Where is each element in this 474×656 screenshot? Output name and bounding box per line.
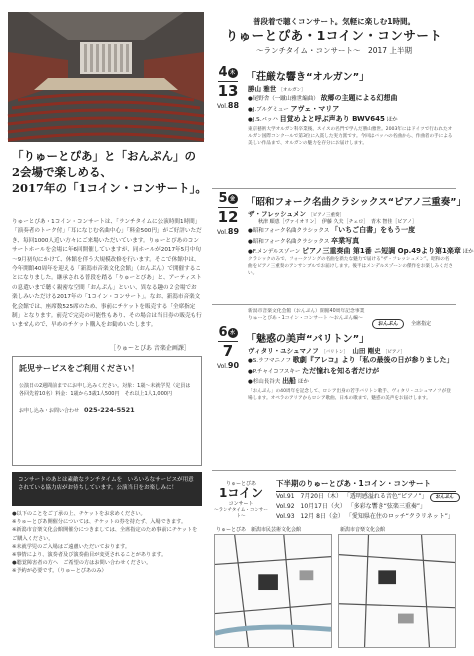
concert-3-org-note: 新潟市音楽文化会館（おんぷん）開館40周年記念事業 りゅーとぴあ・1コイン・コンサート ～おんぷん編～: [248, 309, 365, 321]
weekday: 金: [228, 194, 238, 204]
performer-role: ［オルガン］: [278, 88, 306, 93]
map-left-title: りゅーとぴあ 新潟市民芸術文化会館: [216, 527, 302, 533]
work: 目覚めよと呼ぶ声あり BWV645: [279, 115, 385, 123]
lead-line-2: 2会場で楽しめる、: [12, 165, 113, 179]
vol-label: Vol.: [216, 363, 228, 370]
performer-name: ザ・フレッシュメン: [248, 210, 307, 218]
month: 5: [218, 191, 228, 206]
work: 卒業写真: [331, 236, 360, 245]
composer: ●杉山長谷夫: [248, 379, 281, 385]
work: アヴェ・マリア: [290, 104, 340, 113]
brand-sub: ～ランチタイム・コンサート～: [214, 508, 268, 519]
note-item: ※事情により、演奏者及び演奏曲目が変更されることがあります。: [12, 552, 167, 559]
concert-3-desc: 「おんぷん」の40周年を記念して、ロシア出身の若手バリトン歌手、ヴィタリ・ユシュマノフが登場します。オペラのアリアからロシア歌曲、日本の歌まで、魅惑の美声をお届けします。: [248, 389, 451, 402]
divider: [212, 304, 456, 305]
concert-hall-photo: [8, 12, 204, 142]
divider: [212, 470, 456, 471]
venue-badge-row: [372, 310, 431, 329]
work: ただ憧れを知る者だけが: [302, 366, 380, 375]
concert-3-title: 「魅惑の美声“バリトン”」: [246, 334, 370, 345]
tagline: 普段着で聴くコンサート。気軽に楽しむ1時間。: [252, 17, 416, 26]
onpun-badge: おんぷん: [372, 319, 404, 329]
etc: ほか: [297, 379, 309, 385]
concert-1-date: [214, 66, 242, 110]
title: 「透明感溢れる音色“ピアノ”」: [343, 493, 428, 500]
day: 7: [222, 342, 234, 360]
performer-role: ［ピアノ三重奏］: [308, 213, 344, 218]
concert-3-date: [214, 326, 242, 370]
date: 7月20日（木）: [300, 493, 342, 500]
map-ryutopia[interactable]: [214, 534, 332, 648]
day: 13: [217, 82, 239, 100]
concert-1-title: 「荘厳な響き“オルガン”」: [246, 72, 370, 83]
schedule-heading: 下半期のりゅーとぴあ・1コイン・コンサート: [276, 478, 456, 492]
note-item: ※未就学児のご入場はご遠慮いただいております。: [12, 543, 131, 550]
accompanist-name: 山田 剛史: [352, 347, 381, 355]
intro-body-text: りゅーとぴあ・1コイン・コンサートは、「ランチタイムに公演時間1時間」「演奏者のトーク付」「耳になじむ名曲中心」「料金500円」がご好評いただき、毎回1000人近い方々にご来場いただいています。りゅーとぴあのコンサートホールを会場に年6回開催していますが、同ホールが2017年5月中旬～9月初旬にかけて、休館を伴う大規模改修を行います。そこで休館中は、今年開館40周年を迎える「新潟市音楽文化会館」（おんぷん）で開催することになりました。継承される普段を踏る「りゅーとぴあ」と、アーティストの息遣いまで聴く親密な空間「おんぷん」といい、異なる趣の２会場でお楽しみいただける2017年の「1コイン・コンサート」。なお、新潟市音楽文化会館では、座席数525席のため、事前にチケットを販売する「全席指定制」となります。前売で完売の可能性もあり、その場合は当日券の販売も行いませんので、早めのチケット購入をお勧めいたします。: [12, 219, 202, 329]
venue-badge: おんぷん: [430, 493, 460, 502]
map-onpun[interactable]: [338, 534, 456, 648]
performer-name: ヴィタリ・ユシュマノフ: [248, 347, 319, 355]
note-item: ●以下のことをご了承の上、チケットをお求めください。: [12, 511, 146, 517]
work: 出船: [282, 377, 297, 385]
concert-3-performer: [248, 346, 405, 355]
composer: ●昭和フォーク名曲クラシックス: [248, 238, 330, 245]
vol-number: 89: [227, 227, 240, 236]
vol: Vol.91: [276, 493, 295, 500]
month: 6: [218, 325, 228, 340]
composer: ●J.S.バッハ: [248, 117, 278, 123]
work: 故郷の主題による幻想曲: [320, 94, 398, 102]
schedule-row: [276, 511, 456, 520]
page-title: りゅーとぴあ・1コイン・コンサート: [225, 28, 443, 43]
schedule-row: [276, 491, 456, 500]
day: 12: [217, 208, 239, 226]
childcare-service-box: [12, 356, 202, 466]
signature: ［りゅーとぴあ 音楽企画課］: [110, 345, 190, 352]
composer: ●F.メンデルスゾーン: [248, 249, 301, 255]
seat-note: 全席指定: [411, 321, 432, 327]
map-right-title: 新潟市音楽文化会館: [340, 527, 386, 533]
date: 10月17日（火）: [300, 503, 346, 510]
vol: Vol.92: [276, 503, 295, 510]
divider: [212, 188, 456, 189]
schedule-brand: [212, 480, 270, 519]
concert-2-performer: [248, 209, 344, 218]
concert-1-performer: [248, 84, 306, 93]
etc: ほか: [462, 249, 474, 255]
service-tel[interactable]: 025-224-5521: [84, 406, 135, 414]
vol: Vol.93: [276, 513, 295, 520]
note-item: ※新潟市音楽文化会館開催分につきましては、全席指定のため事前にチケットをご購入ください。: [12, 527, 198, 542]
work: 歌劇『アレコ』より「私の最後の日が参りました」: [292, 356, 454, 364]
etc: ほか: [386, 117, 398, 123]
work: 「いちご白書」をもう一度: [331, 226, 416, 234]
note-item: ※りゅーとぴあ開催分については、チケットの券を持たず、入場できます。: [12, 519, 187, 526]
note-item: ●聴覚障害者の方へ ご希望の方はお問い合わせください。: [12, 560, 152, 567]
date: 12月 8日（金）: [300, 513, 344, 520]
concert-1-desc: 東京藝術大学オルガン科卒業後、スイスの名門で学んだ勝山雅世。2003年にはドイツで行われたオルガン国際コンクールで第3位に入賞した実力派です。今回はバッハの名曲から、作曲者の手による美しい作品まで、オルガンの魅力を存分にお届けします。: [248, 127, 453, 147]
vol-label: Vol.: [216, 229, 228, 236]
concert-3-program: [248, 356, 454, 388]
brand-line-3: コンサート: [228, 501, 254, 507]
brand-line-2: 1コイン: [219, 486, 263, 500]
page-subtitle: ～ランチタイム・コンサート～ 2017 上半期: [256, 46, 412, 55]
composer: ●J.ブルグミュー: [248, 106, 289, 113]
concert-2-members: 秋津 順恵［ヴァイオリン］ 伊藤 久夫［チェロ］ 青木 智佳［ピアノ］: [258, 219, 418, 225]
composer: ●S.ラフマニノフ: [248, 358, 292, 364]
concert-1-program: [248, 94, 398, 126]
weekday: 水: [228, 328, 238, 338]
brand-line-1: りゅーとぴあ: [225, 481, 256, 487]
concert-2-desc: クラシックのみで、フォークソングの名曲を新たな魅力で届ける“ザ・フレッシュメン”。昭和の名曲をピアノ三重奏のアンサンブルでお届けします。後半はメンデルスゾーンの傑作をお楽しみください。: [248, 257, 453, 277]
lead-line-3: 2017年の「1コイン・コンサート」。: [12, 181, 207, 195]
service-text: 公演日の2週間前までにお申し込みください。対象：1歳～未就学児（定員は各回先着10名）料金：1歳から3歳1人500円 それ以上1人1,000円: [19, 383, 191, 397]
composer: ●尾野舎（一蹴山雅世編曲）: [248, 96, 319, 102]
concert-2-program: [248, 226, 474, 258]
lunch-info-box: コンサートのあとは素敵なランチタイムを いろいろなサービスが用意されている協力店がお待ちしています。公演当日をお楽しみに！: [12, 472, 202, 506]
composer: ●P.チャイコフスキー: [248, 368, 301, 375]
schedule-row: [276, 501, 456, 510]
title: 「多彩な響き“弦楽三重奏”」: [347, 503, 426, 510]
concert-2-title: 「昭和フォーク名曲クラシックス“ピアノ三重奏”」: [246, 197, 466, 208]
lead-line-1: 「りゅーとぴあ」と「おんぷん」の: [12, 149, 196, 163]
month: 4: [218, 65, 228, 80]
service-title: 託児サービスをご利用ください！: [19, 364, 139, 373]
performer-role: ［バリトン］: [321, 350, 346, 355]
vol-label: Vol.: [216, 103, 228, 110]
note-item: ※予約が必要です。（りゅーとぴあのみ）: [12, 568, 107, 575]
vol-number: 88: [227, 101, 240, 110]
performer-name: 勝山 雅世: [248, 85, 277, 93]
composer: ●昭和フォーク名曲クラシックス: [248, 228, 330, 234]
weekday: 木: [228, 68, 238, 78]
accompanist-role: ［ピアノ］: [382, 350, 405, 355]
lead-headline: [12, 148, 207, 196]
work: ピアノ三重奏曲 第1番 ニ短調 Op.49より第1楽章: [302, 247, 461, 255]
service-tel-label: お申し込み・お問い合わせ: [19, 408, 80, 414]
vol-number: 90: [227, 361, 240, 370]
concert-2-date: [214, 192, 242, 236]
title: 「愛知県在住のロッチ“クラリネット”」: [345, 513, 454, 520]
notes-list: [12, 510, 202, 576]
